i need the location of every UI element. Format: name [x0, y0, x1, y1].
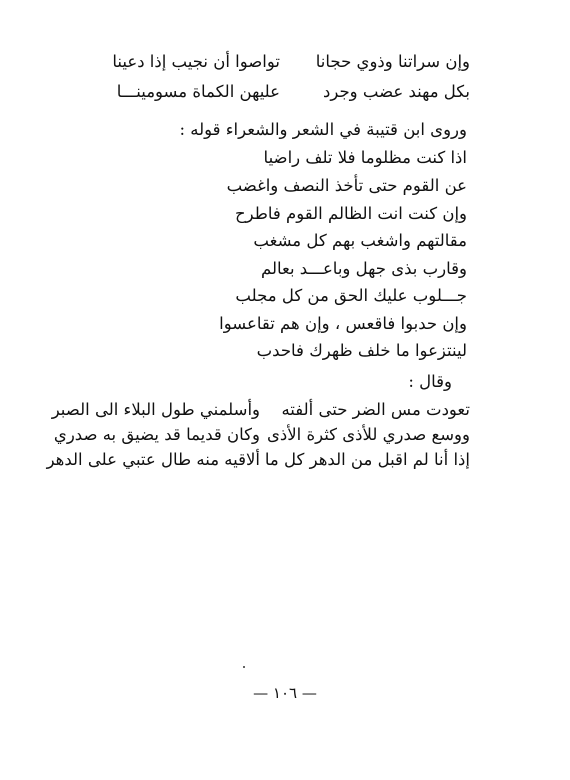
hemistich-left: وأسلمني طول البلاء الى الصبر: [51, 400, 260, 419]
poem-line: وإن كنت انت الظالم القوم فاطرح: [235, 204, 467, 223]
hemistich-left: تواصوا أن نجيب إذا دعينا: [112, 52, 280, 71]
print-speck: [243, 666, 245, 668]
poem-line: اذا كنت مظلوما فلا تلف راضيا: [263, 148, 467, 167]
poem-line: مقالتهم واشغب بهم كل مشغب: [253, 231, 467, 250]
poem-line: عن القوم حتى تأخذ النصف واغضب: [226, 176, 467, 195]
hemistich-left: عليهن الكماة مسومينـــا: [116, 82, 280, 101]
hemistich-right: وإن سراتنا وذوي حجانا: [315, 52, 470, 71]
page-number: — ١٠٦ —: [253, 684, 317, 702]
poem-line: جـــلوب عليك الحق من كل مجلب: [235, 286, 467, 305]
intro-text: وروى ابن قتيبة في الشعر والشعراء قوله :: [179, 120, 467, 139]
hemistich-right: ووسع صدري للأذى كثرة الأذى: [266, 425, 470, 444]
hemistich-right: بكل مهند عضب وجرد: [323, 82, 470, 101]
hemistich-left: ألاقيه منه طال عتبي على الدهر: [46, 450, 260, 469]
hemistich-left: وكان قديما قد يضيق به صدري: [53, 425, 260, 444]
poem-line: وإن حدبوا فاقعس ، وإن هم تقاعسوا: [219, 314, 467, 333]
poem-line: لينتزعوا ما خلف ظهرك فاحدب: [256, 341, 467, 360]
said-heading: وقال :: [408, 372, 452, 391]
hemistich-right: تعودت مس الضر حتى ألفته: [281, 400, 470, 419]
poem-line: وقارب بذى جهل وباعـــد بعالم: [260, 259, 467, 278]
hemistich-right: إذا أنا لم اقبل من الدهر كل ما: [264, 450, 470, 469]
